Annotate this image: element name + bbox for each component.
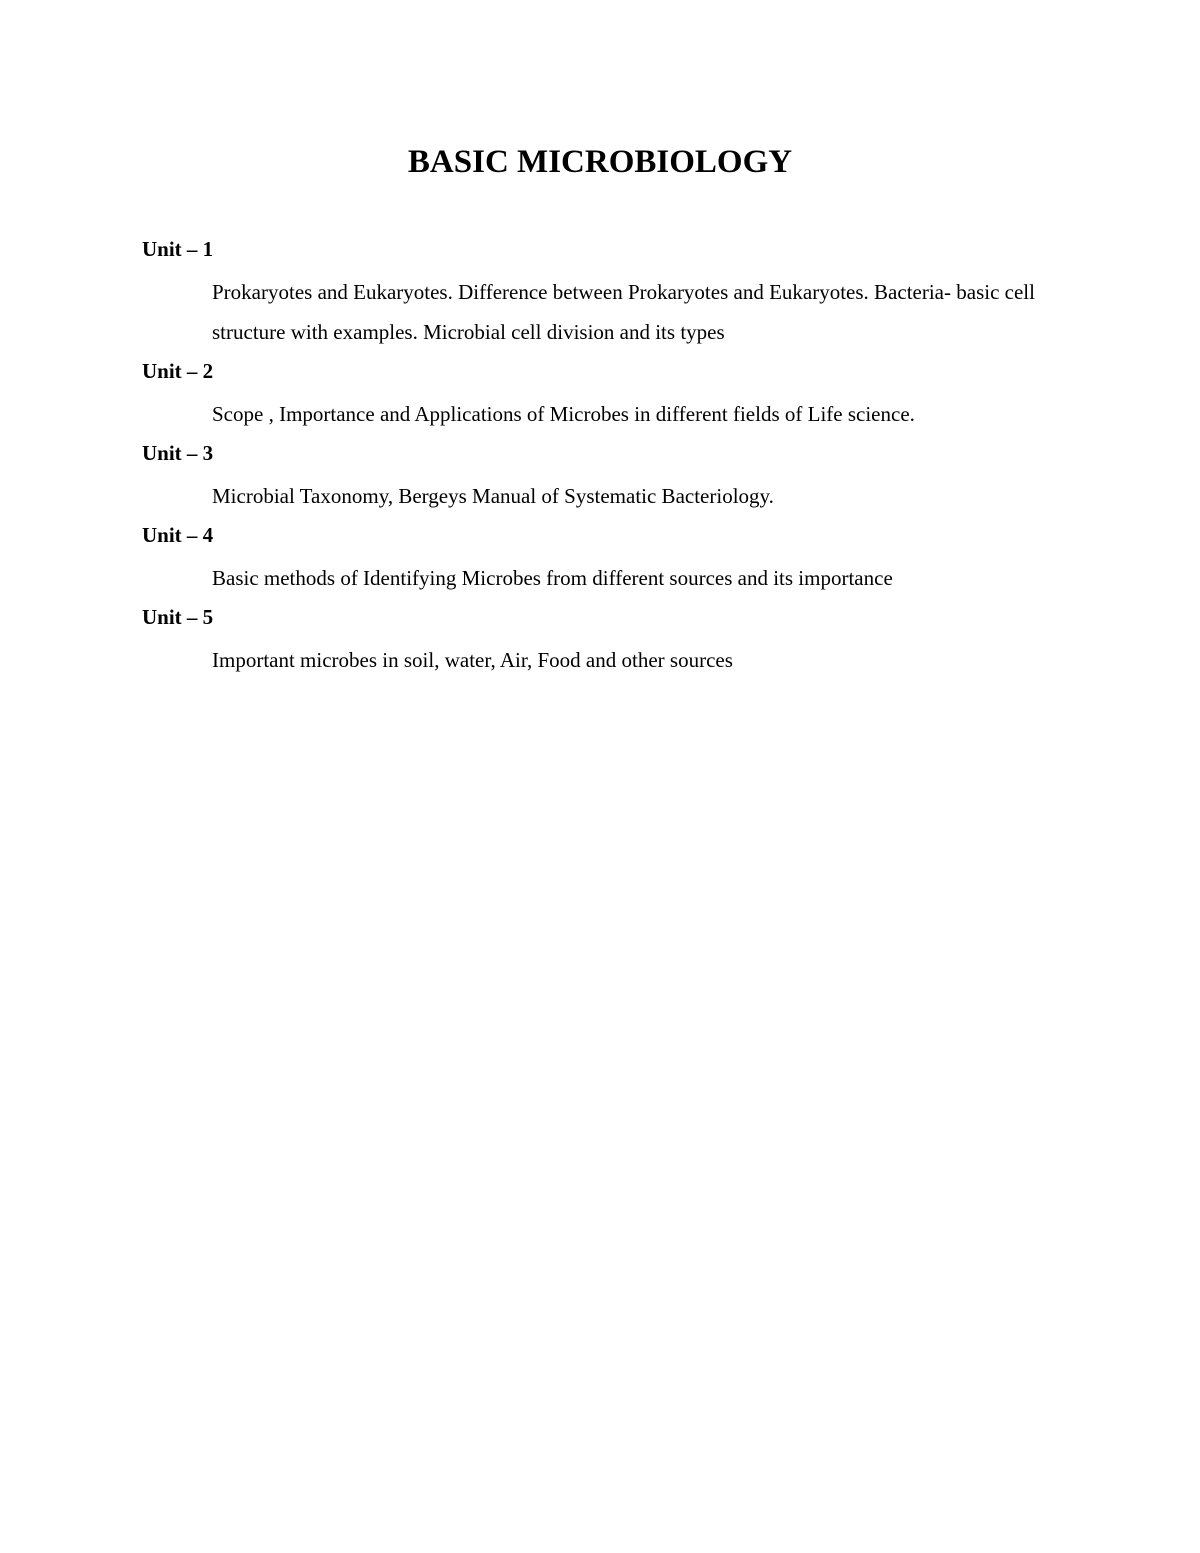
unit-description: Prokaryotes and Eukaryotes. Difference between Prokaryotes and Eukaryotes. Bacteria- basic cell structure with examples. Microbial cell division and its types <box>212 280 1035 344</box>
unit-heading: Unit – 2 <box>142 359 214 383</box>
unit-heading: Unit – 4 <box>142 523 214 547</box>
unit-section-4 <box>142 518 1072 598</box>
unit-heading: Unit – 5 <box>142 605 214 629</box>
unit-section-1 <box>142 232 1072 352</box>
unit-section-2 <box>142 354 1072 434</box>
unit-description: Microbial Taxonomy, Bergeys Manual of Systematic Bacteriology. <box>212 484 774 508</box>
unit-list <box>142 232 1072 682</box>
unit-description: Scope , Importance and Applications of Microbes in different fields of Life science. <box>212 402 915 426</box>
unit-description: Basic methods of Identifying Microbes from different sources and its importance <box>212 566 893 590</box>
unit-heading: Unit – 1 <box>142 237 214 261</box>
unit-heading: Unit – 3 <box>142 441 214 465</box>
unit-section-3 <box>142 436 1072 516</box>
unit-description: Important microbes in soil, water, Air, Food and other sources <box>212 648 733 672</box>
page-title: BASIC MICROBIOLOGY <box>407 144 793 180</box>
unit-section-5 <box>142 600 1072 680</box>
